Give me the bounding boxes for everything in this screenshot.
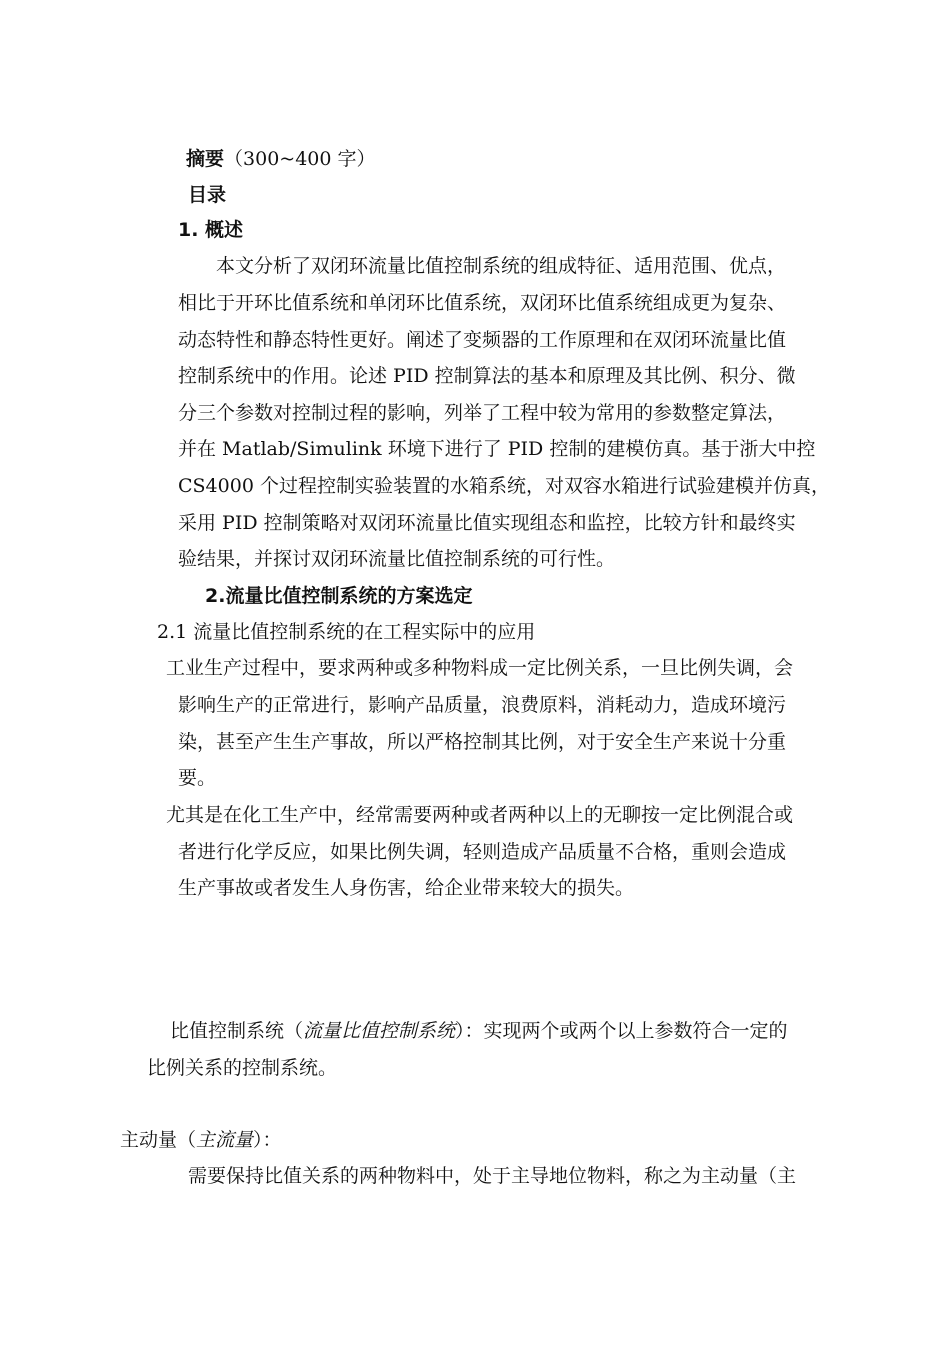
ratio-alias: 流量比值控制系统 <box>303 1020 456 1042</box>
master-flow-definition: 需要保持比值关系的两种物料中，处于主导地位物料，称之为主动量（主 <box>188 1165 797 1187</box>
section2-1-heading: 2.1 流量比值控制系统的在工程实际中的应用 <box>157 621 536 643</box>
master-term: 主动量（ <box>120 1129 197 1151</box>
section1-line: 并在 Matlab/Simulink 环境下进行了 PID 控制的建模仿真。基于浙大中控 <box>178 438 816 460</box>
ratio-term: 比值控制系统（ <box>170 1020 304 1042</box>
section1-line: 验结果，并探讨双闭环流量比值控制系统的可行性。 <box>178 548 616 570</box>
section2-heading: 2.流量比值控制系统的方案选定 <box>205 585 473 607</box>
ratio-control-definition-cont: 比例关系的控制系统。 <box>147 1057 338 1079</box>
section2-para2-line: 生产事故或者发生人身伤害，给企业带来较大的损失。 <box>178 877 635 899</box>
section2-para1-line: 染，甚至产生生产事故，所以严格控制其比例，对于安全生产来说十分重 <box>178 731 787 753</box>
section2-para2-line: 尤其是在化工生产中，经常需要两种或者两种以上的无聊按一定比例混合或 <box>166 804 794 826</box>
section1-line: 控制系统中的作用。论述 PID 控制算法的基本和原理及其比例、积分、微 <box>178 365 796 387</box>
abstract-heading <box>186 147 376 171</box>
section2-para2-line: 者进行化学反应，如果比例失调，轻则造成产品质量不合格，重则会造成 <box>178 841 787 863</box>
section1-line: 相比于开环比值系统和单闭环比值系统，双闭环比值系统组成更为复杂、 <box>178 292 787 314</box>
section1-line: 本文分析了双闭环流量比值控制系统的组成特征、适用范围、优点， <box>216 255 787 277</box>
section2-para1-line: 要。 <box>178 767 217 789</box>
master-close: ）： <box>253 1129 282 1151</box>
toc-heading: 目录 <box>188 184 227 206</box>
master-alias: 主流量 <box>196 1129 254 1151</box>
section1-line: 分三个参数对控制过程的影响，列举了工程中较为常用的参数整定算法， <box>178 402 787 424</box>
master-flow-term <box>120 1128 282 1152</box>
section2-para1-line: 影响生产的正常进行，影响产品质量，浪费原料，消耗动力，造成环境污 <box>178 694 787 716</box>
abstract-label: 摘要 <box>186 148 225 170</box>
abstract-note: （300~400 字） <box>224 148 376 170</box>
section2-para1-line: 工业生产过程中，要求两种或多种物料成一定比例关系，一旦比例失调，会 <box>166 657 794 679</box>
section1-line: 动态特性和静态特性更好。阐述了变频器的工作原理和在双闭环流量比值 <box>178 329 787 351</box>
section1-line: 采用 PID 控制策略对双闭环流量比值实现组态和监控，比较方针和最终实 <box>178 512 796 534</box>
section1-heading: 1. 概述 <box>178 219 244 241</box>
ratio-control-definition <box>170 1019 788 1043</box>
section1-line: CS4000 个过程控制实验装置的水箱系统，对双容水箱进行试验建模并仿真， <box>178 475 830 497</box>
ratio-definition: ）：实现两个或两个以上参数符合一定的 <box>455 1020 788 1042</box>
